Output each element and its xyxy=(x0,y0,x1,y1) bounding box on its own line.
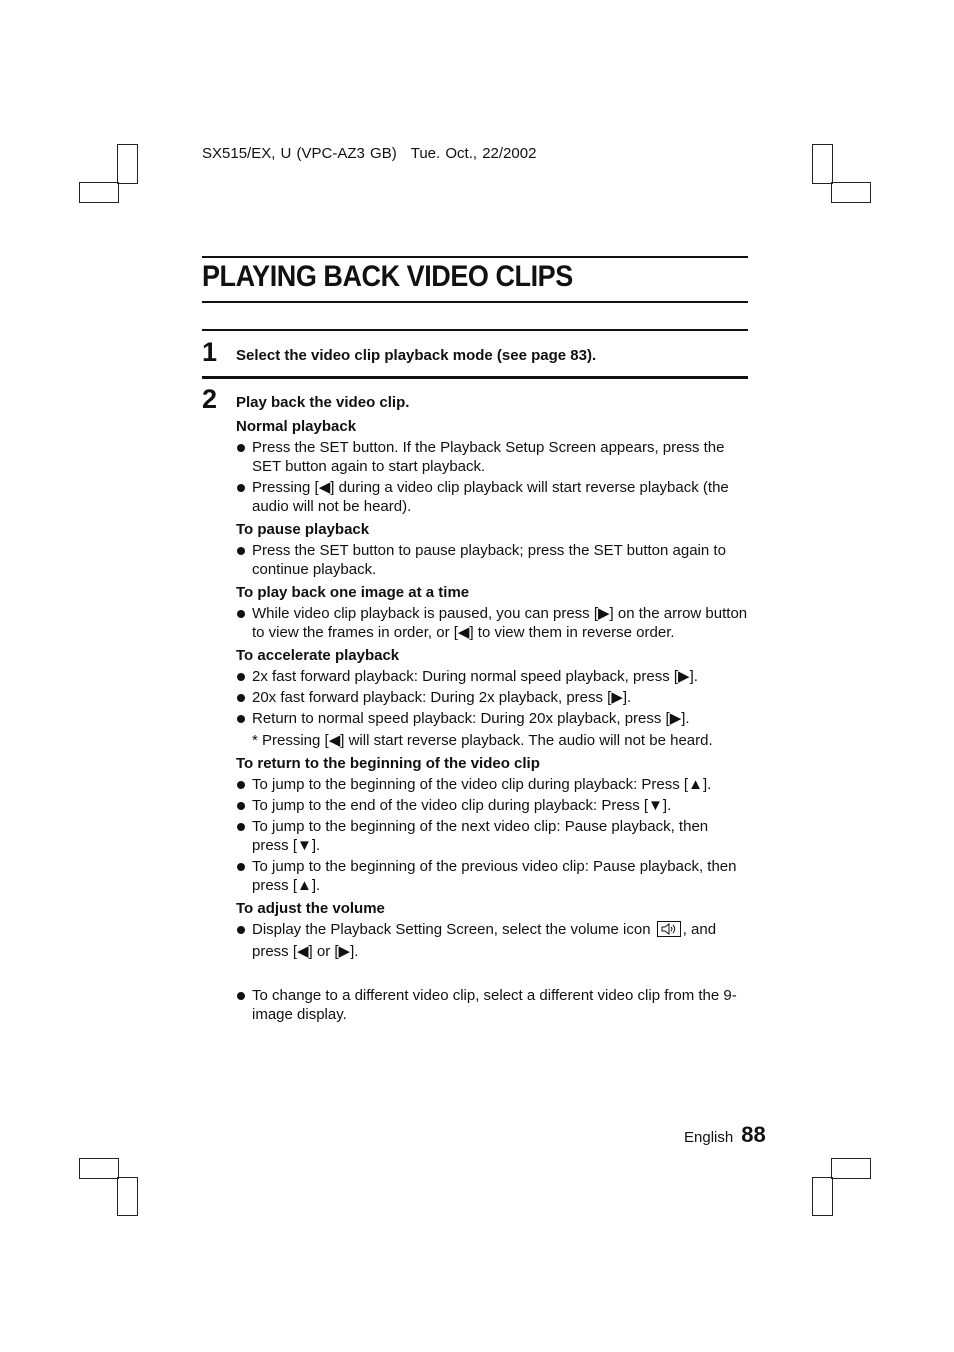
bullet-item: To jump to the beginning of the video clip during playback: Press [▲]. xyxy=(236,775,748,794)
bullet-icon xyxy=(237,715,245,723)
step-2-content xyxy=(236,417,748,1024)
title-rule-bottom xyxy=(202,301,748,303)
crop-mark xyxy=(831,182,871,203)
bullet-item: 2x fast forward playback: During normal speed playback, press [▶]. xyxy=(236,667,748,686)
subheading: To accelerate playback xyxy=(236,647,400,664)
bullet-item: To jump to the beginning of the previous video clip: Pause playback, then press [▲]. xyxy=(236,857,748,895)
bullet-icon xyxy=(237,484,245,492)
subheading: To play back one image at a time xyxy=(236,584,470,601)
bullet-item: Press the SET button to pause playback; press the SET button again to continue playback. xyxy=(236,541,748,579)
crop-mark xyxy=(117,144,138,184)
bullet-icon xyxy=(237,992,245,1000)
bullet-item: To jump to the end of the video clip during playback: Press [▼]. xyxy=(236,796,748,815)
bullet-icon xyxy=(237,802,245,810)
bullet-item: Display the Playback Setting Screen, select the volume icon , and press [◀] or [▶]. xyxy=(236,920,748,961)
bullet-icon xyxy=(237,673,245,681)
step-number: 1 xyxy=(202,337,218,367)
spacer xyxy=(236,961,748,984)
footnote: * Pressing [◀] will start reverse playback. The audio will not be heard. xyxy=(252,732,713,749)
title-rule-top xyxy=(202,256,748,258)
subheading: To adjust the volume xyxy=(236,900,385,917)
bullet-icon xyxy=(237,781,245,789)
crop-mark xyxy=(812,1177,833,1216)
speaker-volume-icon xyxy=(657,921,681,942)
subheading: To pause playback xyxy=(236,521,370,538)
step-text: Select the video clip playback mode (see page 83). xyxy=(236,347,597,364)
bullet-icon xyxy=(237,547,245,555)
crop-mark xyxy=(79,182,119,203)
page-footer xyxy=(684,1122,766,1148)
step-number: 2 xyxy=(202,384,218,414)
step-rule xyxy=(202,329,748,331)
page-number: 88 xyxy=(741,1122,766,1147)
subheading: Normal playback xyxy=(236,418,357,435)
bullet-icon xyxy=(237,926,245,934)
crop-mark xyxy=(812,144,833,184)
subheading: To return to the beginning of the video clip xyxy=(236,755,540,772)
bullet-icon xyxy=(237,610,245,618)
step-rule xyxy=(202,376,748,379)
print-date: Tue. Oct., 22/2002 xyxy=(410,145,537,162)
bullet-item: 20x fast forward playback: During 2x playback, press [▶]. xyxy=(236,688,748,707)
bullet-item: While video clip playback is paused, you can press [▶] on the arrow button to view the frames in order, or [◀] to view them in reverse order. xyxy=(236,604,748,642)
model-code: SX515/EX, U (VPC-AZ3 GB) xyxy=(202,145,397,162)
bullet-item: Return to normal speed playback: During 20x playback, press [▶]. xyxy=(236,709,748,728)
crop-mark xyxy=(79,1158,119,1179)
bullet-item: Pressing [◀] during a video clip playback will start reverse playback (the audio will not be heard). xyxy=(236,478,748,516)
bullet-item: To change to a different video clip, select a different video clip from the 9-image display. xyxy=(236,986,748,1024)
bullet-icon xyxy=(237,823,245,831)
bullet-icon xyxy=(237,694,245,702)
crop-mark xyxy=(117,1177,138,1216)
bullet-icon xyxy=(237,444,245,452)
print-header xyxy=(202,145,536,162)
step-text: Play back the video clip. xyxy=(236,394,410,411)
crop-mark xyxy=(831,1158,871,1179)
footer-language: English xyxy=(684,1129,734,1146)
bullet-icon xyxy=(237,863,245,871)
bullet-item: Press the SET button. If the Playback Setup Screen appears, press the SET button again to start playback. xyxy=(236,438,748,476)
page-title: PLAYING BACK VIDEO CLIPS xyxy=(202,260,573,293)
bullet-item: To jump to the beginning of the next video clip: Pause playback, then press [▼]. xyxy=(236,817,748,855)
